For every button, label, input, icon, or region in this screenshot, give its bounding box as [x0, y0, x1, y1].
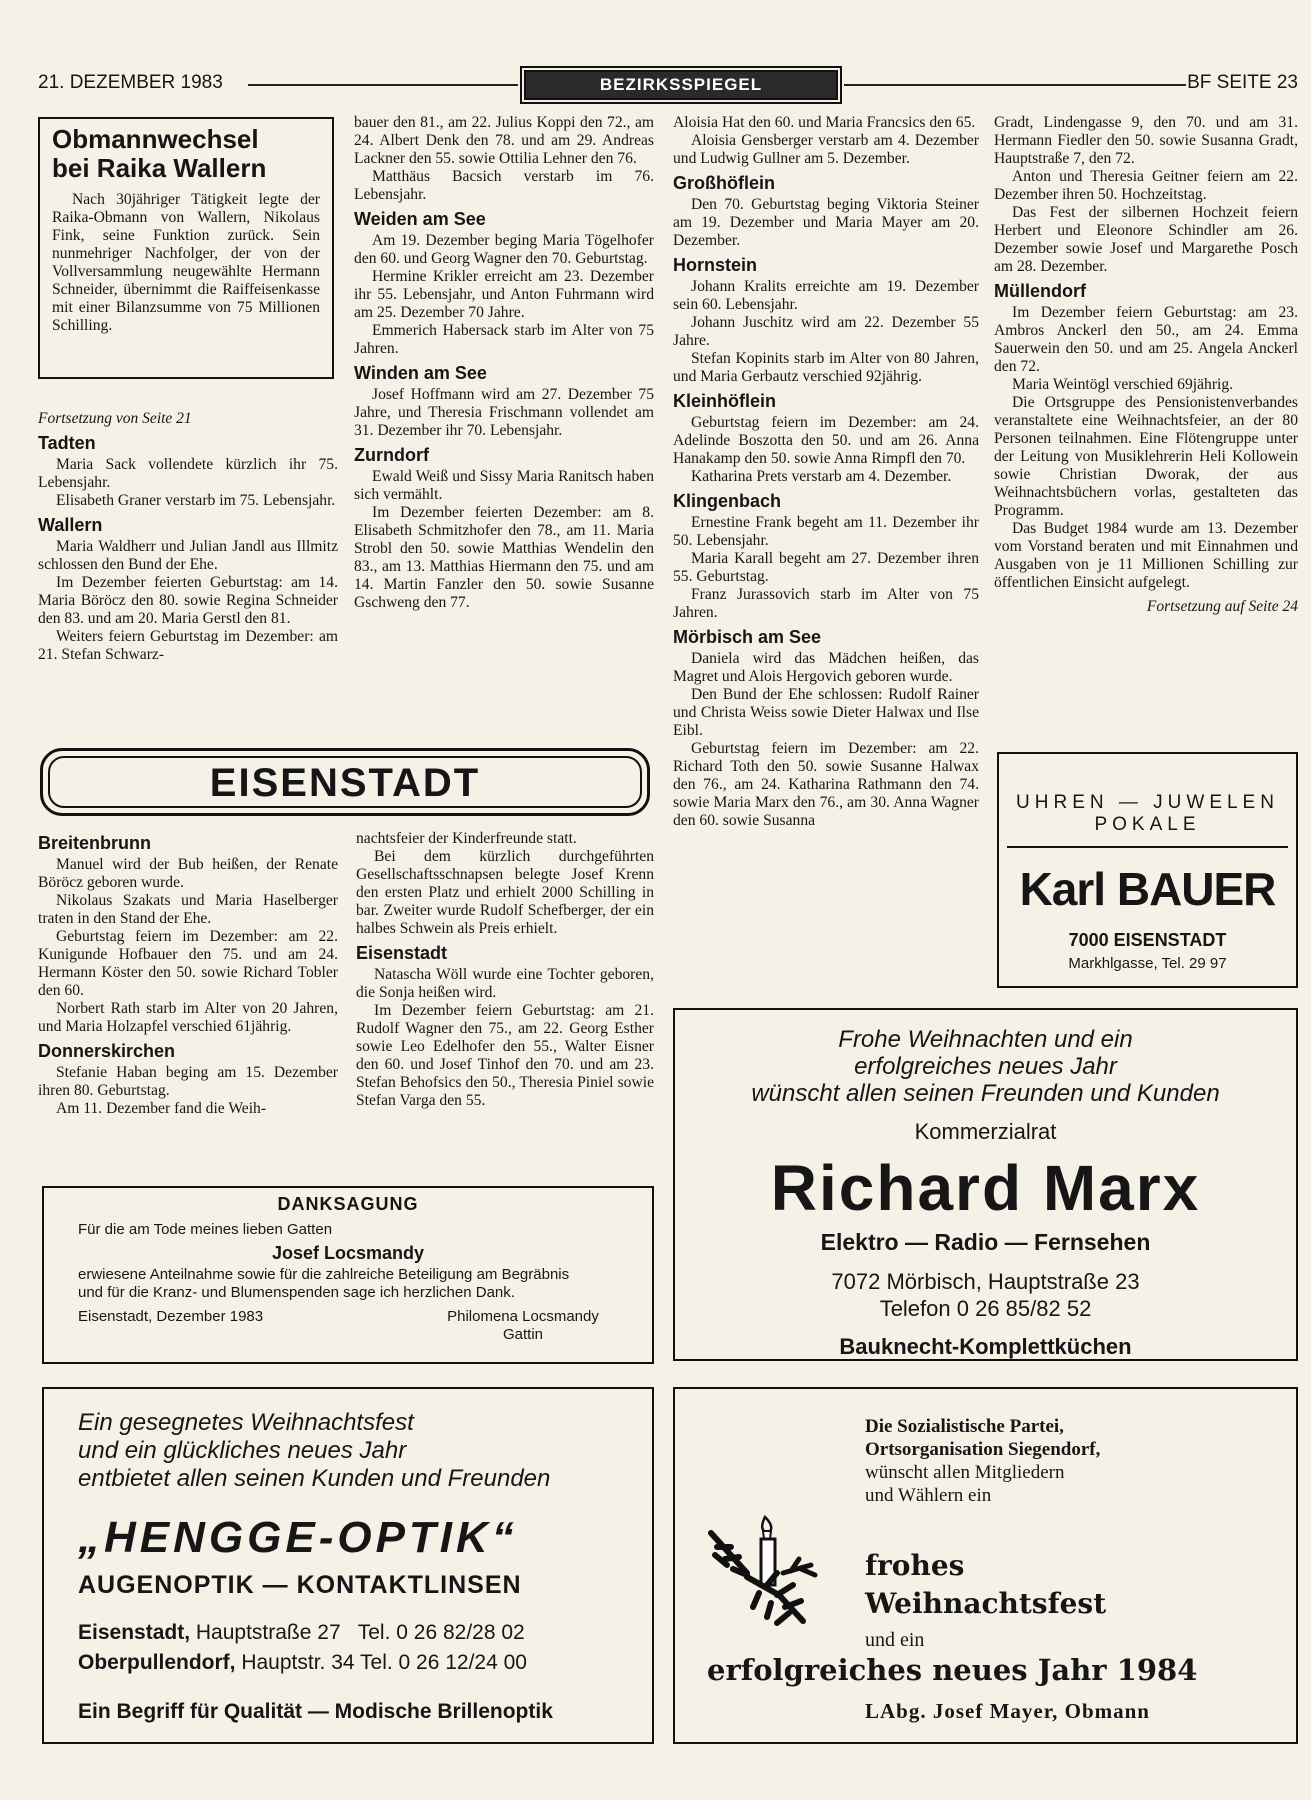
heading-breitenbrunn: Breitenbrunn — [38, 833, 152, 853]
section-banner — [40, 748, 650, 816]
hengge-city-2: Oberpullendorf, — [78, 1651, 236, 1674]
bauer-line1: UHREN — JUWELEN — [1016, 792, 1279, 813]
paragraph: Weiters feiern Geburtstag im Dezember: am 21. Stefan Schwarz- — [38, 628, 338, 663]
paragraph: Aloisia Hat den 60. und Maria Francsics den 65. — [673, 114, 976, 131]
column-4 — [994, 114, 1298, 616]
raika-title-line2: bei Raika Wallern — [52, 153, 267, 183]
danksagung-line1: Für die am Tode meines lieben Gatten — [78, 1221, 333, 1238]
paragraph: Natascha Wöll wurde eine Tochter geboren, die Sonja heißen wird. — [356, 966, 654, 1001]
paragraph: Geburtstag feiern im Dezember: am 24. Adelinde Boszotta den 50. und am 26. Anna Hanakamp den 50. sowie Anna Rimpfl den 70. — [673, 414, 979, 467]
paragraph: Ernestine Frank begeht am 11. Dezember ihr 50. Lebensjahr. — [673, 514, 979, 549]
hengge-city-1: Eisenstadt, — [78, 1621, 191, 1644]
bauer-name: Karl BAUER — [1019, 863, 1276, 915]
paragraph: Am 19. Dezember beging Maria Tögelhofer den 60. und Georg Wagner den 70. Geburtstag. — [354, 232, 654, 267]
heading-wallern: Wallern — [38, 515, 103, 535]
paragraph: Stefanie Haban beging am 15. Dezember ihren 80. Geburtstag. — [38, 1064, 338, 1099]
danksagung-box — [42, 1186, 654, 1364]
spoe-frohes: frohes — [865, 1549, 965, 1582]
header-rule-right — [844, 84, 1186, 86]
paragraph: Das Fest der silbernen Hochzeit feiern Herbert und Eleonore Schindler am 26. Dezember sowie Josef und Margarethe Posch am 28. Dezember. — [994, 204, 1298, 275]
ad-hengge-optik — [42, 1387, 654, 1744]
paragraph: Katharina Prets verstarb am 4. Dezember. — [691, 468, 952, 485]
paragraph: Josef Hoffmann wird am 27. Dezember 75 Jahre, und Theresia Frischmann vollendet am 31. Dezember ihr 70. Lebensjahr. — [354, 386, 654, 439]
bauer-address: Markhlgasse, Tel. 29 97 — [1068, 955, 1227, 972]
heading-weiden: Weiden am See — [354, 209, 486, 229]
paragraph: Den Bund der Ehe schlossen: Rudolf Rainer und Christa Weiss sowie Dieter Halwax und Ilse Eibl. — [673, 686, 979, 739]
marx-greet-line: erfolgreiches neues Jahr — [854, 1053, 1117, 1080]
heading-donnerskirchen: Donnerskirchen — [38, 1041, 176, 1061]
marx-phone: Telefon 0 26 85/82 52 — [879, 1296, 1092, 1321]
paragraph: Im Dezember feiern Geburtstag: am 21. Rudolf Wagner den 75., am 22. Georg Esther sowie Leo Edelhofer den 55., Walter Eisner den 60. und Josef Tinhof den 70. und am 23. Stefan Behofsics den 50., Theresia Piniel sowie Stefan Varga den 55. — [356, 1002, 654, 1109]
marx-address — [675, 1268, 1296, 1322]
paragraph: Maria Weintögl verschied 69jährig. — [1012, 376, 1234, 393]
paragraph: Aloisia Gensberger verstarb am 4. Dezember und Ludwig Gullner am 5. Dezember. — [673, 132, 979, 167]
paragraph: Im Dezember feierten Geburtstag: am 14. Maria Böröcz den 80. sowie Regina Schneider den 83. und am 20. Maria Gerstl den 81. — [38, 574, 338, 627]
issue-date: 21. DEZEMBER 1983 — [38, 72, 223, 93]
spoe-line: und Wählern ein — [865, 1485, 992, 1506]
spoe-weihnachtsfest: Weihnachtsfest — [865, 1587, 1107, 1620]
heading-moerbisch: Mörbisch am See — [673, 627, 822, 647]
column-5 — [38, 828, 338, 1118]
paragraph: Den 70. Geburtstag beging Viktoria Steiner am 19. Dezember und Maria Mayer am 20. Dezember. — [673, 196, 979, 249]
paragraph: Das Budget 1984 wurde am 13. Dezember vom Vorstand beraten und mit Einnahmen und Ausgaben von je 11 Millionen Schilling zur öffentlichen Einsicht aufgelegt. — [994, 520, 1298, 591]
spoe-line: Ortsorganisation Siegendorf, — [865, 1439, 1101, 1460]
column-1 — [38, 404, 338, 664]
danksagung-footer — [78, 1308, 618, 1346]
hengge-greet-line: und ein glückliches neues Jahr — [78, 1437, 407, 1464]
raika-title-line1: Obmannwechsel — [52, 124, 259, 154]
marx-greet-line: wünscht allen seinen Freunden und Kunden — [751, 1080, 1220, 1107]
hengge-address-2 — [78, 1648, 618, 1678]
section-banner-title: EISENSTADT — [48, 756, 642, 808]
spoe-und-ein: und ein — [865, 1629, 925, 1651]
paragraph: Bei dem kürzlich durchgeführten Gesellschaftsschnapsen belegte Josef Krenn den ersten Platz und erhielt 2000 Schilling in bar. Zweiter wurde Rudolf Schefberger, der ein halbes Schwein als Preis erhielt. — [356, 848, 654, 937]
ad-spoe-siegendorf — [673, 1387, 1298, 1744]
hengge-greet-line: entbietet allen seinen Kunden und Freunden — [78, 1465, 551, 1492]
paragraph: Hermine Krikler erreicht am 23. Dezember ihr 55. Lebensjahr, und Anton Fuhrmann wird am 25. Dezember 70 Jahre. — [354, 268, 654, 321]
bauer-city: 7000 EISENSTADT — [1068, 930, 1227, 950]
heading-klingenbach: Klingenbach — [673, 491, 782, 511]
paragraph: Emmerich Habersack starb im Alter von 75 Jahren. — [354, 322, 654, 357]
paragraph: Geburtstag feiern im Dezember: am 22. Kunigunde Hofbauer den 75. und am 24. Hermann Köster den 50. sowie Richard Tobler den 60. — [38, 928, 338, 999]
heading-kleinhoeflein: Kleinhöflein — [673, 391, 776, 411]
paragraph: Johann Juschitz wird am 22. Dezember 55 Jahre. — [673, 314, 979, 349]
continued-on: Fortsetzung auf Seite 24 — [1146, 598, 1298, 615]
heading-grosshoeflein: Großhöflein — [673, 173, 775, 193]
raika-title — [52, 125, 320, 183]
danksagung-line3: und für die Kranz- und Blumenspenden sage ich herzlichen Dank. — [78, 1284, 515, 1301]
hengge-slogan: AUGENOPTIK — KONTAKTLINSEN — [78, 1571, 522, 1599]
paragraph: Maria Karall begeht am 27. Dezember ihren 55. Geburtstag. — [673, 550, 979, 585]
hengge-tagline: Ein Begriff für Qualität — Modische Brillenoptik — [78, 1700, 553, 1723]
paragraph: Maria Sack vollendete kürzlich ihr 75. Lebensjahr. — [38, 456, 338, 491]
paragraph: Im Dezember feiern Geburtstag: am 23. Ambros Anckerl den 50., am 24. Emma Sauerwein den 50. und am 25. Angela Anckerl den 72. — [994, 304, 1298, 375]
danksagung-place: Eisenstadt, Dezember 1983 — [78, 1308, 264, 1325]
heading-zurndorf: Zurndorf — [354, 445, 429, 465]
paragraph: Manuel wird der Bub heißen, der Renate Böröcz geboren wurde. — [38, 856, 338, 891]
spoe-line: wünscht allen Mitgliedern — [865, 1462, 1065, 1483]
paragraph: bauer den 81., am 22. Julius Koppi den 72., am 24. Albert Denk den 78. und am 29. Andreas Lackner den 55. sowie Ottilia Lehner den 76. — [354, 114, 654, 167]
marx-street: 7072 Mörbisch, Hauptstraße 23 — [831, 1269, 1140, 1294]
danksagung-title: DANKSAGUNG — [277, 1194, 419, 1214]
spoe-neues-jahr: erfolgreiches neues Jahr 1984 — [707, 1653, 1198, 1687]
paragraph: Anton und Theresia Geitner feiern am 22. Dezember ihren 50. Hochzeitstag. — [994, 168, 1298, 203]
marx-title: Kommerzialrat — [914, 1119, 1057, 1144]
marx-kitchen: Bauknecht-Komplettküchen — [839, 1334, 1132, 1359]
hengge-street-2: Hauptstr. 34 Tel. 0 26 12/24 00 — [235, 1651, 527, 1674]
paragraph: Franz Jurassovich starb im Alter von 75 Jahren. — [673, 586, 979, 621]
heading-hornstein: Hornstein — [673, 255, 758, 275]
header-rule-left — [248, 84, 518, 86]
signer-name: Philomena Locsmandy — [447, 1308, 599, 1325]
danksagung-line2: erwiesene Anteilnahme sowie für die zahlreiche Beteiligung am Begräbnis — [78, 1266, 570, 1283]
heading-eisenstadt: Eisenstadt — [356, 943, 448, 963]
bauer-divider — [1007, 846, 1288, 848]
heading-muellendorf: Müllendorf — [994, 281, 1086, 301]
hengge-street-1: Hauptstraße 27 Tel. 0 26 82/28 02 — [190, 1621, 525, 1644]
spoe-line: Die Sozialistische Partei, — [865, 1416, 1064, 1437]
column-6 — [356, 830, 654, 1110]
paragraph: Elisabeth Graner verstarb im 75. Lebensjahr. — [56, 492, 336, 509]
ad-karl-bauer — [997, 752, 1298, 988]
heading-winden: Winden am See — [354, 363, 487, 383]
paragraph: Johann Kralits erreichte am 19. Dezember sein 60. Lebensjahr. — [673, 278, 979, 313]
paragraph: Maria Waldherr und Julian Jandl aus Illmitz schlossen den Bund der Ehe. — [38, 538, 338, 573]
paragraph: Am 11. Dezember fand die Weih- — [56, 1100, 267, 1117]
paragraph: Die Ortsgruppe des Pensionistenverbandes veranstaltete eine Weihnachtsfeier, an der 80 Personen teilnahmen. Eine Flötengruppe unter der Leitung von Musiklehrerin Heli Kollowein sowie Christian Dworak, der aus Weihnachtsbüchern vorlas, gestalteten das Programm. — [994, 394, 1298, 519]
marx-slogan: Elektro — Radio — Fernsehen — [820, 1229, 1151, 1255]
ad-richard-marx — [673, 1008, 1298, 1361]
marx-greeting — [675, 1026, 1296, 1107]
paragraph: Norbert Rath starb im Alter von 20 Jahren, und Maria Holzapfel verschied 61jährig. — [38, 1000, 338, 1035]
paragraph: nachtsfeier der Kinderfreunde statt. — [356, 830, 577, 847]
paragraph: Gradt, Lindengasse 9, den 70. und am 31. Hermann Fiedler den 50. sowie Susanna Gradt, Hauptstraße 7, den 72. — [994, 114, 1298, 167]
paragraph: Stefan Kopinits starb im Alter von 80 Jahren, und Maria Gerbautz verschied 92jährig. — [673, 350, 979, 385]
paragraph: Matthäus Bacsich verstarb im 76. Lebensjahr. — [354, 168, 654, 203]
danksagung-signer — [428, 1308, 618, 1344]
paragraph: Geburtstag feiern im Dezember: am 22. Richard Toth den 50. sowie Susanne Halwax den 76., am 24. Katharina Rathmann den 74. sowie Maria Marx den 76., am 30. Anna Wagner den 60. sowie Susanna — [673, 740, 979, 829]
spoe-intro — [865, 1415, 1100, 1507]
candle-fir-icon — [707, 1503, 827, 1633]
column-3 — [673, 114, 979, 830]
hengge-address-1 — [78, 1618, 618, 1648]
marx-greet-line: Frohe Weihnachten und ein — [838, 1026, 1133, 1053]
spoe-signature: LAbg. Josef Mayer, Obmann — [865, 1699, 1150, 1723]
marx-name: Richard Marx — [770, 1152, 1201, 1224]
danksagung-name: Josef Locsmandy — [271, 1243, 425, 1263]
bauer-line2: POKALE — [1094, 814, 1201, 835]
page-number: BF SEITE 23 — [1187, 72, 1298, 93]
paragraph: Ewald Weiß und Sissy Maria Ranitsch haben sich vermählt. — [354, 468, 654, 503]
raika-box — [38, 117, 334, 379]
page-header — [38, 70, 1298, 100]
hengge-greet-line: Ein gesegnetes Weihnachtsfest — [78, 1409, 414, 1436]
hengge-name: „HENGGE-OPTIK“ — [78, 1513, 518, 1562]
column-2 — [354, 114, 654, 612]
hengge-addresses — [78, 1618, 618, 1678]
paragraph: Nikolaus Szakats und Maria Haselberger traten in den Stand der Ehe. — [38, 892, 338, 927]
continued-from: Fortsetzung von Seite 21 — [38, 410, 192, 427]
heading-tadten: Tadten — [38, 433, 96, 453]
signer-role: Gattin — [502, 1326, 544, 1343]
paragraph: Daniela wird das Mädchen heißen, das Magret und Alois Hergovich geboren wurde. — [673, 650, 979, 685]
masthead: BEZIRKSSPIEGEL — [524, 70, 838, 100]
paragraph: Im Dezember feierten Dezember: am 8. Elisabeth Schmitzhofer den 78., am 11. Maria Strobl den 50. sowie Matthias Wendelin den 83., am 13. Matthias Hiermann den 75. und am 14. Martin Fanzler den 50. sowie Susanne Gschweng den 77. — [354, 504, 654, 611]
raika-text: Nach 30jähriger Tätigkeit legte der Raika-Obmann von Wallern, Nikolaus Fink, seine Funktion zurück. Sein nunmehriger Nachfolger, der von der Vollversammlung neugewählte Hermann Schneider, übernimmt die Raiffeisenkasse mit einer Bilanzsumme von 75 Millionen Schilling. — [52, 191, 320, 334]
